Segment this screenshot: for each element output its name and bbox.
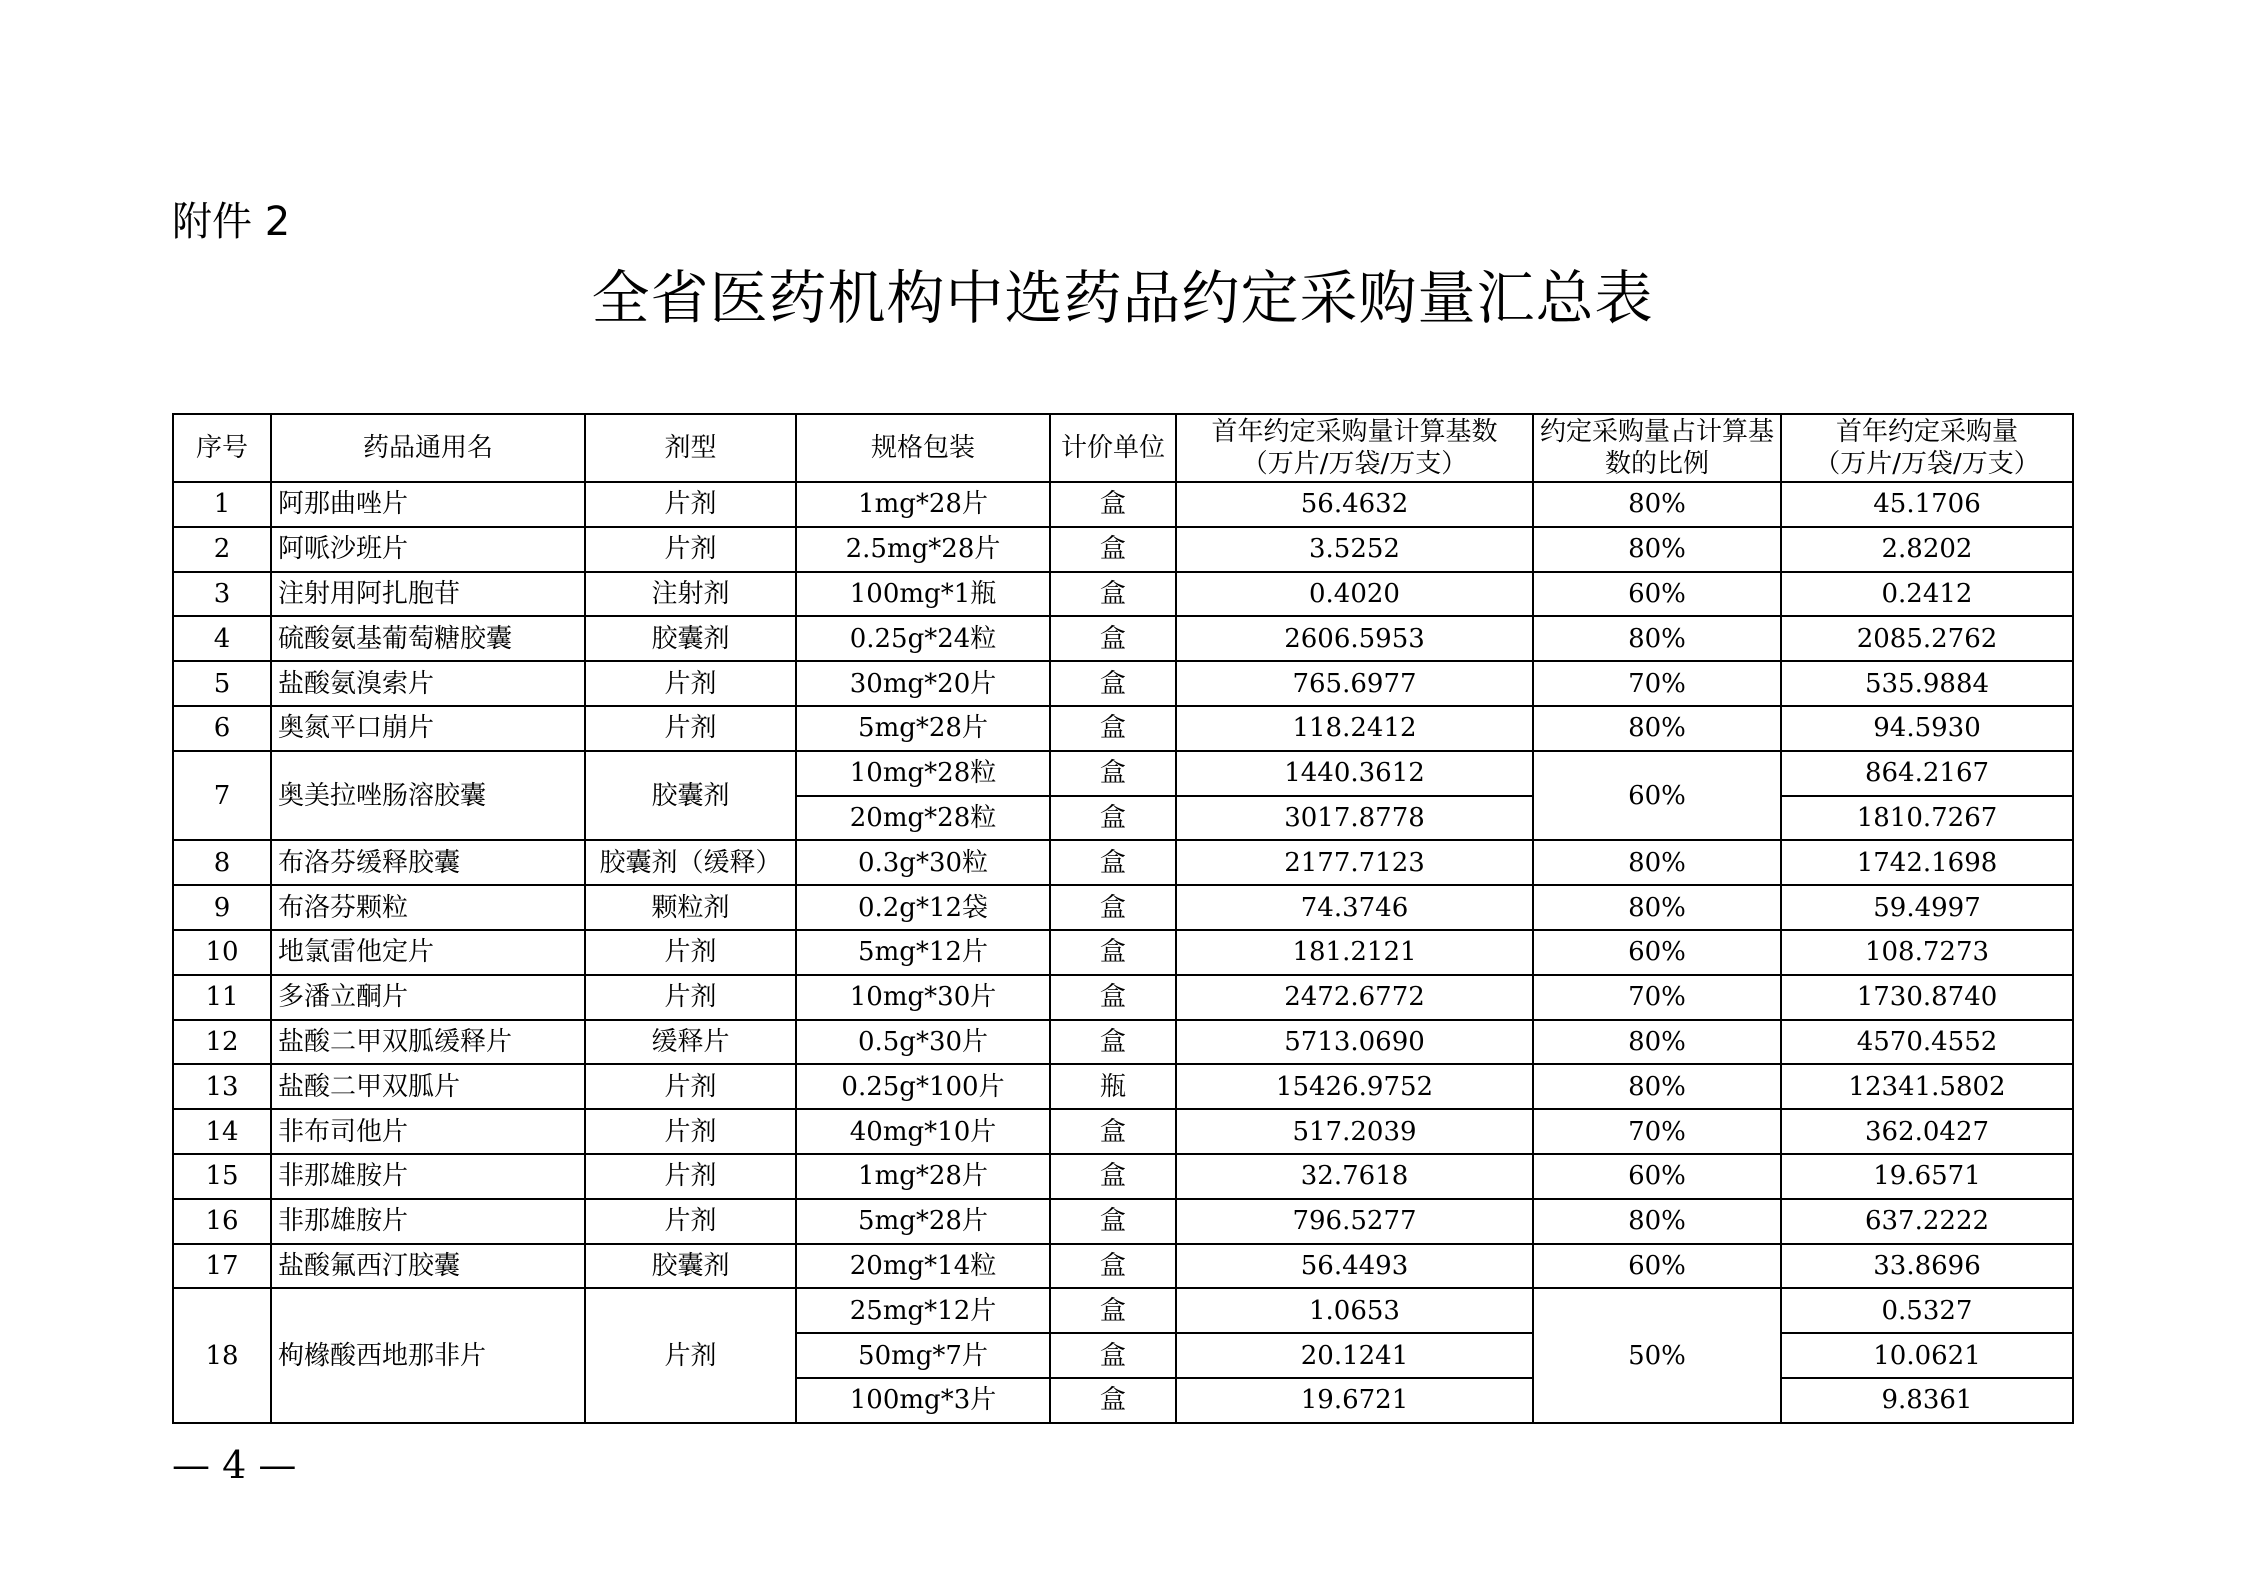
cell-spec: 5mg*12片 [796, 930, 1050, 975]
cell-ratio: 80% [1533, 1020, 1781, 1065]
cell-seq: 5 [173, 661, 271, 706]
cell-qty: 0.2412 [1781, 572, 2073, 617]
cell-base: 765.6977 [1176, 661, 1533, 706]
cell-base: 1440.3612 [1176, 751, 1533, 796]
cell-qty: 45.1706 [1781, 482, 2073, 527]
cell-base: 32.7618 [1176, 1154, 1533, 1199]
cell-ratio: 60% [1533, 751, 1781, 841]
cell-qty: 1742.1698 [1781, 840, 2073, 885]
cell-spec: 5mg*28片 [796, 1199, 1050, 1244]
cell-spec: 100mg*1瓶 [796, 572, 1050, 617]
cell-base: 796.5277 [1176, 1199, 1533, 1244]
table-row [173, 661, 2073, 706]
cell-name: 盐酸二甲双胍片 [271, 1064, 585, 1109]
cell-qty: 535.9884 [1781, 661, 2073, 706]
table-row [173, 527, 2073, 572]
cell-name: 盐酸氟西汀胶囊 [271, 1244, 585, 1289]
cell-qty: 864.2167 [1781, 751, 2073, 796]
cell-ratio: 60% [1533, 1154, 1781, 1199]
cell-form: 胶囊剂 [585, 1244, 796, 1289]
table-header-row [173, 414, 2073, 482]
cell-unit: 盒 [1050, 1109, 1176, 1154]
cell-name: 地氯雷他定片 [271, 930, 585, 975]
cell-spec: 1mg*28片 [796, 1154, 1050, 1199]
col-header-unit: 计价单位 [1050, 414, 1176, 482]
col-header-name: 药品通用名 [271, 414, 585, 482]
cell-seq: 1 [173, 482, 271, 527]
cell-seq: 9 [173, 885, 271, 930]
table-row [173, 885, 2073, 930]
cell-unit: 盒 [1050, 796, 1176, 841]
cell-spec: 2.5mg*28片 [796, 527, 1050, 572]
col-header-seq: 序号 [173, 414, 271, 482]
cell-form: 片剂 [585, 930, 796, 975]
cell-base: 181.2121 [1176, 930, 1533, 975]
cell-qty: 0.5327 [1781, 1288, 2073, 1333]
cell-ratio: 80% [1533, 616, 1781, 661]
cell-form: 片剂 [585, 527, 796, 572]
cell-spec: 20mg*28粒 [796, 796, 1050, 841]
table-row [173, 706, 2073, 751]
attachment-label: 附件 2 [172, 199, 291, 245]
cell-unit: 盒 [1050, 930, 1176, 975]
cell-qty: 19.6571 [1781, 1154, 2073, 1199]
table-row [173, 1020, 2073, 1065]
cell-spec: 30mg*20片 [796, 661, 1050, 706]
cell-unit: 瓶 [1050, 1064, 1176, 1109]
cell-form: 片剂 [585, 1288, 796, 1422]
cell-ratio: 80% [1533, 706, 1781, 751]
cell-base: 5713.0690 [1176, 1020, 1533, 1065]
cell-base: 118.2412 [1176, 706, 1533, 751]
cell-qty: 1730.8740 [1781, 975, 2073, 1020]
cell-base: 56.4493 [1176, 1244, 1533, 1289]
cell-qty: 9.8361 [1781, 1378, 2073, 1423]
table-row [173, 751, 2073, 796]
table-row [173, 1244, 2073, 1289]
cell-spec: 0.25g*100片 [796, 1064, 1050, 1109]
cell-name: 枸橼酸西地那非片 [271, 1288, 585, 1422]
table-row [173, 1199, 2073, 1244]
cell-qty: 94.5930 [1781, 706, 2073, 751]
page-number: — 4 — [172, 1443, 297, 1487]
cell-spec: 10mg*28粒 [796, 751, 1050, 796]
col-header-qty-line1: 首年约定采购量 [1835, 417, 2018, 447]
cell-form: 胶囊剂（缓释） [585, 840, 796, 885]
cell-seq: 7 [173, 751, 271, 841]
cell-name: 非那雄胺片 [271, 1199, 585, 1244]
cell-qty: 4570.4552 [1781, 1020, 2073, 1065]
cell-qty: 108.7273 [1781, 930, 2073, 975]
cell-unit: 盒 [1050, 1378, 1176, 1423]
cell-ratio: 80% [1533, 482, 1781, 527]
table-row [173, 616, 2073, 661]
cell-ratio: 70% [1533, 661, 1781, 706]
cell-seq: 8 [173, 840, 271, 885]
cell-form: 片剂 [585, 482, 796, 527]
cell-name: 奥美拉唑肠溶胶囊 [271, 751, 585, 841]
cell-spec: 100mg*3片 [796, 1378, 1050, 1423]
cell-name: 布洛芬颗粒 [271, 885, 585, 930]
cell-qty: 2.8202 [1781, 527, 2073, 572]
cell-form: 片剂 [585, 1199, 796, 1244]
cell-base: 3017.8778 [1176, 796, 1533, 841]
cell-name: 注射用阿扎胞苷 [271, 572, 585, 617]
cell-name: 非那雄胺片 [271, 1154, 585, 1199]
cell-ratio: 80% [1533, 527, 1781, 572]
cell-name: 阿哌沙班片 [271, 527, 585, 572]
cell-unit: 盒 [1050, 1244, 1176, 1289]
cell-form: 颗粒剂 [585, 885, 796, 930]
cell-ratio: 70% [1533, 1109, 1781, 1154]
cell-spec: 1mg*28片 [796, 482, 1050, 527]
cell-form: 片剂 [585, 1109, 796, 1154]
cell-seq: 14 [173, 1109, 271, 1154]
cell-ratio: 70% [1533, 975, 1781, 1020]
cell-unit: 盒 [1050, 482, 1176, 527]
table-row [173, 1109, 2073, 1154]
cell-qty: 637.2222 [1781, 1199, 2073, 1244]
cell-base: 20.1241 [1176, 1333, 1533, 1378]
cell-qty: 59.4997 [1781, 885, 2073, 930]
cell-unit: 盒 [1050, 1333, 1176, 1378]
cell-ratio: 80% [1533, 840, 1781, 885]
table-row [173, 1154, 2073, 1199]
cell-unit: 盒 [1050, 616, 1176, 661]
cell-spec: 20mg*14粒 [796, 1244, 1050, 1289]
cell-name: 盐酸二甲双胍缓释片 [271, 1020, 585, 1065]
cell-form: 注射剂 [585, 572, 796, 617]
col-header-qty [1781, 414, 2073, 482]
cell-unit: 盒 [1050, 751, 1176, 796]
cell-unit: 盒 [1050, 840, 1176, 885]
cell-base: 56.4632 [1176, 482, 1533, 527]
cell-ratio: 60% [1533, 930, 1781, 975]
cell-spec: 10mg*30片 [796, 975, 1050, 1020]
cell-unit: 盒 [1050, 572, 1176, 617]
cell-ratio: 80% [1533, 885, 1781, 930]
cell-name: 奥氮平口崩片 [271, 706, 585, 751]
cell-ratio: 80% [1533, 1199, 1781, 1244]
cell-name: 阿那曲唑片 [271, 482, 585, 527]
cell-seq: 17 [173, 1244, 271, 1289]
cell-qty: 10.0621 [1781, 1333, 2073, 1378]
cell-unit: 盒 [1050, 1154, 1176, 1199]
cell-seq: 12 [173, 1020, 271, 1065]
cell-spec: 5mg*28片 [796, 706, 1050, 751]
cell-seq: 15 [173, 1154, 271, 1199]
cell-base: 517.2039 [1176, 1109, 1533, 1154]
cell-name: 硫酸氨基葡萄糖胶囊 [271, 616, 585, 661]
cell-form: 缓释片 [585, 1020, 796, 1065]
cell-base: 15426.9752 [1176, 1064, 1533, 1109]
cell-unit: 盒 [1050, 661, 1176, 706]
cell-base: 2472.6772 [1176, 975, 1533, 1020]
cell-form: 片剂 [585, 661, 796, 706]
cell-seq: 2 [173, 527, 271, 572]
col-header-spec: 规格包装 [796, 414, 1050, 482]
cell-seq: 13 [173, 1064, 271, 1109]
cell-seq: 3 [173, 572, 271, 617]
cell-spec: 0.25g*24粒 [796, 616, 1050, 661]
cell-seq: 4 [173, 616, 271, 661]
table-row [173, 930, 2073, 975]
cell-ratio: 50% [1533, 1288, 1781, 1422]
col-header-ratio [1533, 414, 1781, 482]
cell-ratio: 80% [1533, 1064, 1781, 1109]
table-row [173, 572, 2073, 617]
cell-spec: 40mg*10片 [796, 1109, 1050, 1154]
cell-spec: 50mg*7片 [796, 1333, 1050, 1378]
cell-qty: 33.8696 [1781, 1244, 2073, 1289]
cell-unit: 盒 [1050, 1199, 1176, 1244]
table-row [173, 482, 2073, 527]
cell-name: 盐酸氨溴索片 [271, 661, 585, 706]
cell-base: 2177.7123 [1176, 840, 1533, 885]
cell-spec: 0.5g*30片 [796, 1020, 1050, 1065]
cell-seq: 10 [173, 930, 271, 975]
cell-form: 胶囊剂 [585, 751, 796, 841]
cell-base: 19.6721 [1176, 1378, 1533, 1423]
cell-unit: 盒 [1050, 1020, 1176, 1065]
table-row [173, 840, 2073, 885]
cell-spec: 0.3g*30粒 [796, 840, 1050, 885]
cell-form: 片剂 [585, 975, 796, 1020]
cell-qty: 1810.7267 [1781, 796, 2073, 841]
cell-unit: 盒 [1050, 527, 1176, 572]
cell-name: 非布司他片 [271, 1109, 585, 1154]
table-body [173, 482, 2073, 1423]
cell-unit: 盒 [1050, 975, 1176, 1020]
cell-name: 布洛芬缓释胶囊 [271, 840, 585, 885]
procurement-table [172, 413, 2074, 1424]
cell-ratio: 60% [1533, 1244, 1781, 1289]
cell-unit: 盒 [1050, 885, 1176, 930]
cell-form: 片剂 [585, 706, 796, 751]
cell-qty: 2085.2762 [1781, 616, 2073, 661]
table-row [173, 975, 2073, 1020]
cell-seq: 18 [173, 1288, 271, 1422]
cell-form: 片剂 [585, 1064, 796, 1109]
col-header-ratio-line2: 数的比例 [1604, 449, 1709, 479]
cell-base: 2606.5953 [1176, 616, 1533, 661]
cell-base: 74.3746 [1176, 885, 1533, 930]
cell-ratio: 60% [1533, 572, 1781, 617]
cell-form: 片剂 [585, 1154, 796, 1199]
col-header-base-line1: 首年约定采购量计算基数 [1211, 417, 1498, 447]
col-header-qty-line2: （万片/万袋/万支） [1814, 449, 2040, 479]
col-header-form: 剂型 [585, 414, 796, 482]
col-header-base-line2: （万片/万袋/万支） [1241, 449, 1468, 479]
table-row [173, 1288, 2073, 1333]
cell-unit: 盒 [1050, 1288, 1176, 1333]
cell-form: 胶囊剂 [585, 616, 796, 661]
cell-seq: 11 [173, 975, 271, 1020]
cell-base: 3.5252 [1176, 527, 1533, 572]
col-header-ratio-line1: 约定采购量占计算基 [1539, 417, 1774, 447]
cell-unit: 盒 [1050, 706, 1176, 751]
col-header-base [1176, 414, 1533, 482]
page-title: 全省医药机构中选药品约定采购量汇总表 [591, 264, 1654, 332]
cell-qty: 12341.5802 [1781, 1064, 2073, 1109]
cell-name: 多潘立酮片 [271, 975, 585, 1020]
cell-seq: 6 [173, 706, 271, 751]
cell-spec: 25mg*12片 [796, 1288, 1050, 1333]
cell-qty: 362.0427 [1781, 1109, 2073, 1154]
cell-base: 0.4020 [1176, 572, 1533, 617]
cell-base: 1.0653 [1176, 1288, 1533, 1333]
table-row [173, 1064, 2073, 1109]
cell-seq: 16 [173, 1199, 271, 1244]
cell-spec: 0.2g*12袋 [796, 885, 1050, 930]
